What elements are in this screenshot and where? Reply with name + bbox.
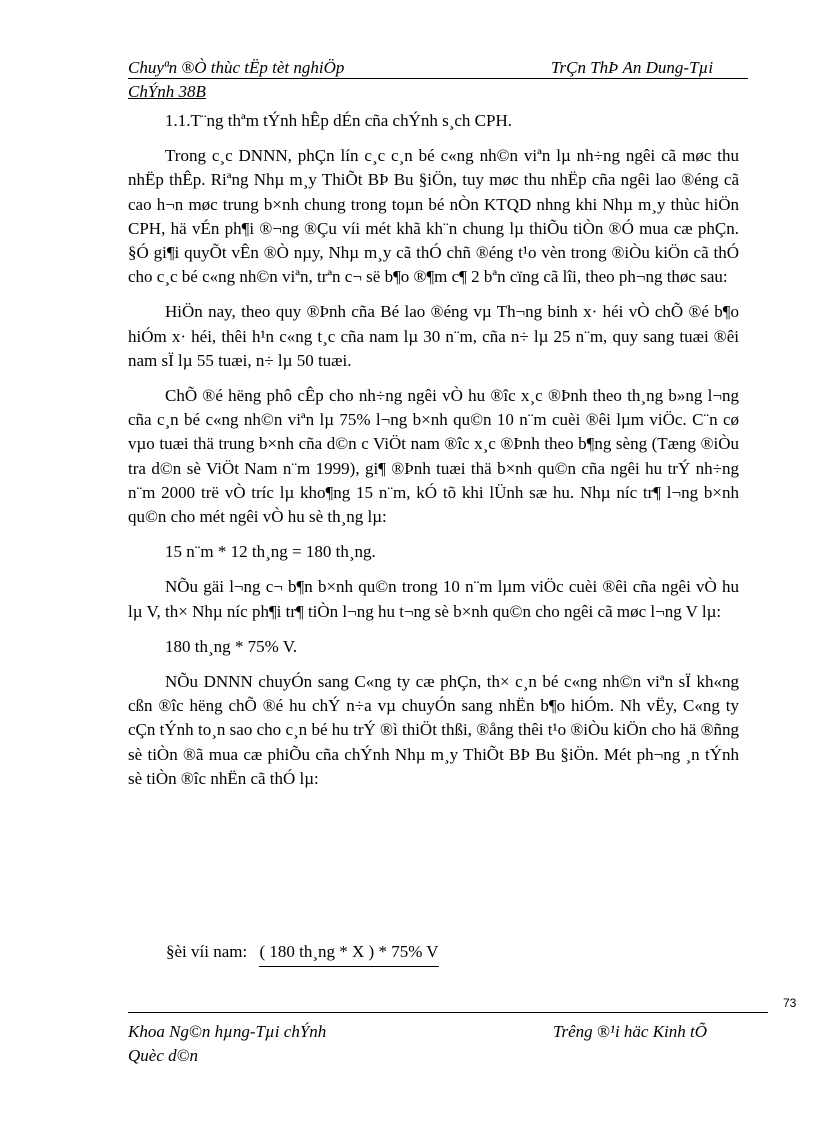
section-heading: 1.1.T¨ng thªm tÝnh hÊp dÉn cña chÝnh s¸ch CPH. [165, 111, 513, 130]
footer-continuation: Quèc d©n [128, 1046, 199, 1065]
paragraph: NÕu DNNN chuyÓn sang C«ng ty cæ phÇn, th× c¸n bé c«ng nh©n viªn sÏ kh«ng cßn ®îc hëng chÕ ®é hu chÝ n÷a vµ chuyÓn sang nhËn b¶o hiÓm. Nh vËy, C«ng ty cÇn tÝnh to¸n sao cho c¸n bé hu trÝ ®ì thiÖt thßi, ®ång thêi t¹o ®iÒu kiÖn cho hä ®ñng sè tiÒn ®ã mua cæ phiÕu cña chÝnh Nhµ m¸y ThiÕt BÞ Bu §iÖn. Mét ph¬ng ¸n tÝnh sè tiÒn ®îc nhËn cã thÓ lµ: [128, 672, 739, 788]
formula-label: §èi víi nam: [166, 942, 248, 961]
paragraph: Trong c¸c DNNN, phÇn lín c¸c c¸n bé c«ng nh©n viªn lµ nh÷ng ngêi cã møc thu nhËp thÊp. Riªng Nhµ m¸y ThiÕt BÞ Bu §iÖn, tuy møc thu nhËp cña ngêi lao ®éng cã cao h¬n møc trung b×nh chung trong toµn bé nÒn KTQD nhng khi Nhµ m¸y thùc hiÖn CPH, hä vÉn ph¶i ®¬ng ®Çu víi mét khã kh¨n chung lµ thiÕu tiÒn ®Ó mua cæ phÇn. §Ó gi¶i quyÕt vÊn ®Ò nµy, Nhµ m¸y cã thÓ chñ ®éng t¹o vèn trong ®iÒu kiÖn cã thÓ cho c¸c bé c«ng nh©n viªn, trªn c¬ së b¶o ®¶m c¶ 2 bªn cïng cã lîi, theo ph¬ng thøc sau: [128, 146, 739, 287]
paragraph: HiÖn nay, theo quy ®Þnh cña Bé lao ®éng vµ Th¬ng binh x· héi vÒ chÕ ®é b¶o hiÓm x· héi, thêi h¹n c«ng t¸c cña nam lµ 30 n¨m, cña n÷ lµ 25 n¨m, quy sang tuæi ®êi nam sÏ lµ 55 tuæi, n÷ lµ 50 tuæi. [128, 302, 739, 370]
footer-right: Trêng ®¹i häc Kinh tÕ [553, 1022, 708, 1041]
paragraph: ChÕ ®é hëng phô cÊp cho nh÷ng ngêi vÒ hu ®îc x¸c ®Þnh theo th¸ng b»ng l¬ng cña c¸n bé c«ng nh©n viªn lµ 75% l¬ng b×nh qu©n 10 n¨m cuèi ®êi lµm viÖc. C¨n cø vµo tuæi thä trung b×nh cña d©n c ViÖt nam ®îc x¸c ®Þnh theo b¶ng sèng (Tæng ®iÒu tra d©n sè ViÖt Nam n¨m 1999), gi¶ ®Þnh tuæi thä b×nh qu©n cña ngêi hu trÝ nh÷ng n¨m 2000 trë vÒ tríc lµ kho¶ng 15 n¨m, kÓ tõ khi lÜnh sæ hu. Nhµ níc tr¶ l¬ng b×nh qu©n cho mét ngêi vÒ hu sè th¸ng lµ: [128, 386, 739, 527]
header-continuation: ChÝnh 38B [128, 82, 206, 101]
footer-rule [128, 1012, 768, 1013]
header-left: Chuyªn ®Ò thùc tËp tèt nghiÖp [128, 58, 345, 77]
footer-left: Khoa Ng©n hµng-Tµi chÝnh [128, 1022, 327, 1041]
equation-line: 180 th¸ng * 75% V. [165, 636, 298, 656]
header-rule [128, 78, 748, 79]
page-number: 73 [783, 996, 797, 1010]
formula-expression: ( 180 th¸ng * X ) * 75% V [259, 940, 438, 967]
paragraph: NÕu gäi l¬ng c¬ b¶n b×nh qu©n trong 10 n¨m lµm viÖc cuèi ®êi cña ngêi vÒ hu lµ V, th× Nhµ níc ph¶i tr¶ tiÒn l¬ng hu t¬ng sè b×nh qu©n cho ngêi cã møc l¬ng V lµ: [128, 577, 739, 621]
formula-line [166, 940, 439, 967]
header-right: TrÇn ThÞ An Dung-Tµi [551, 58, 714, 77]
equation-line: 15 n¨m * 12 th¸ng = 180 th¸ng. [165, 542, 376, 562]
document-body [128, 109, 739, 802]
